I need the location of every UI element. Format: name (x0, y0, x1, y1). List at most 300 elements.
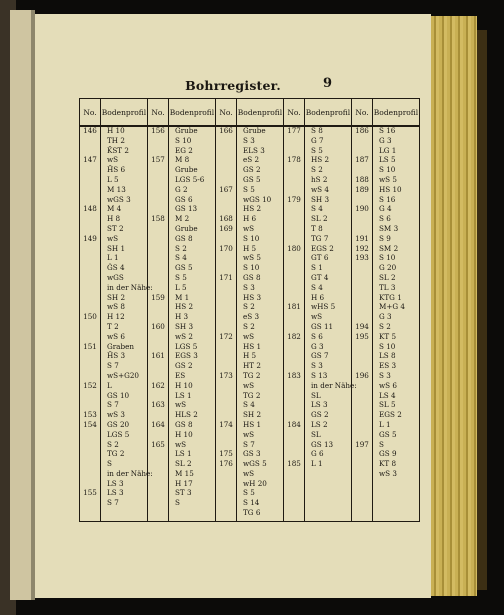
soil-profile-entry: HS 1 (243, 341, 262, 351)
soil-profile-entry: GS 20 (107, 419, 130, 429)
soil-profile-entry: LG 1 (379, 145, 397, 155)
soil-profile-entry: SH 3 (175, 321, 194, 331)
bore-number (148, 196, 168, 206)
soil-profile-entry: wHS 5 (311, 302, 336, 312)
bore-number: 195 (355, 331, 369, 341)
soil-profile-entry: GT 6 (311, 253, 329, 263)
bore-number: 168 (219, 214, 233, 224)
soil-profile-entry: wS (311, 312, 323, 322)
soil-profile-entry: wS 5 (379, 174, 397, 184)
bore-number (284, 480, 304, 490)
bore-number: 159 (151, 292, 165, 302)
bore-number (148, 186, 168, 196)
bore-number: 182 (287, 331, 301, 341)
soil-profile-entry: S 14 (243, 498, 260, 508)
soil-profile-entry: HS 2 (311, 155, 330, 165)
bore-number: 175 (219, 449, 233, 459)
soil-profile-entry: S 3 (311, 361, 323, 371)
soil-profile-entry: L (107, 380, 112, 390)
soil-profile-entry: Grube (243, 126, 266, 135)
soil-profile-entry: H 12 (107, 312, 125, 322)
soil-profile-entry: G 4 (379, 204, 392, 214)
bore-number: 166 (219, 126, 233, 135)
soil-profile-entry: LS 5 (379, 155, 396, 165)
bore-number: 186 (355, 126, 369, 135)
soil-profile-entry: eS 2 (243, 155, 260, 165)
soil-profile-entry: LS 1 (175, 449, 192, 459)
soil-profile-entry: S (379, 439, 384, 449)
bore-number (284, 137, 304, 147)
bore-number: 154 (83, 419, 97, 429)
book-cover-edge (477, 30, 487, 590)
soil-profile-entry: L 1 (311, 459, 323, 469)
soil-profile-entry: EGS 2 (311, 243, 334, 253)
soil-profile-entry: M 8 (175, 155, 190, 165)
soil-profile-entry: GS 6 (175, 194, 193, 204)
soil-profile-entry: SH 1 (107, 243, 126, 253)
soil-profile-entry: S 2 (243, 321, 255, 331)
soil-profile-entry: TG 7 (311, 233, 329, 243)
soil-profile-entry: Graben (107, 341, 134, 351)
soil-profile-entry: ELS 3 (243, 145, 265, 155)
soil-profile-entry: wS 3 (379, 468, 397, 478)
bore-number (284, 215, 304, 225)
soil-profile-entry: wS (243, 380, 255, 390)
soil-profile-entry: G 3 (311, 341, 324, 351)
bore-number-column (80, 126, 101, 522)
bore-number: 176 (219, 459, 233, 469)
soil-profile-entry: wS+G20 (107, 370, 139, 380)
bore-number (352, 392, 372, 402)
soil-profile-entry: Grube (175, 165, 198, 175)
soil-profile-entry: S 10 (379, 253, 396, 263)
soil-profile-entry: S 3 (379, 370, 391, 380)
bore-number: 148 (83, 204, 97, 214)
bore-number (284, 225, 304, 235)
bore-number (216, 382, 236, 392)
soil-profile-entry: S 7 (107, 361, 119, 371)
soil-profile-entry: S 7 (107, 498, 119, 508)
bore-number (80, 499, 100, 509)
bore-number (216, 294, 236, 304)
soil-profile-entry: wS (243, 331, 255, 341)
bore-number (352, 274, 372, 284)
soil-profile-entry: LS 3 (107, 478, 124, 488)
soil-profile-entry: ST 2 (107, 223, 124, 233)
bore-number (148, 166, 168, 176)
soil-profile-entry: S (107, 459, 112, 469)
soil-profile-entry: GS 10 (107, 390, 130, 400)
soil-profile-entry: KTG 1 (379, 292, 402, 302)
bore-number: 183 (287, 370, 301, 380)
soil-profile-entry: wS 5 (243, 253, 261, 263)
soil-profile-entry: S 10 (175, 135, 192, 145)
soil-profile-entry: S 7 (107, 400, 119, 410)
soil-profile-entry: GS 5 (175, 263, 193, 273)
soil-profile-entry: SL 2 (379, 272, 396, 282)
soil-profile-entry: SL (311, 429, 321, 439)
soil-profile-entry: S 4 (311, 204, 323, 214)
soil-profile-entry: LGS 5 (175, 341, 198, 351)
bore-number (80, 254, 100, 264)
soil-profile-entry: L 5 (107, 174, 119, 184)
bore-number (216, 137, 236, 147)
bore-number (284, 284, 304, 294)
soil-profile-column (169, 126, 216, 522)
soil-profile-entry: HT 2 (243, 361, 261, 371)
bore-number (284, 401, 304, 411)
soil-profile-entry: LS 3 (311, 400, 328, 410)
soil-profile-entry: ĠS 4 (107, 263, 125, 273)
soil-profile-entry: SL 5 (379, 400, 396, 410)
bore-number (284, 176, 304, 186)
bore-number (216, 254, 236, 264)
soil-profile-entry: Grube (175, 126, 198, 135)
bore-number: 187 (355, 155, 369, 165)
soil-profile-entry: wS (175, 439, 187, 449)
soil-profile-entry: GS 2 (243, 165, 261, 175)
soil-profile-entry: G 3 (379, 135, 392, 145)
bore-number: 174 (219, 419, 233, 429)
bore-number (80, 245, 100, 255)
bore-number (284, 470, 304, 480)
soil-profile-entry: S 16 (379, 126, 396, 135)
soil-profile-entry: SM 3 (379, 223, 399, 233)
bore-number (284, 352, 304, 362)
left-page-edge (10, 10, 32, 600)
bore-number (148, 137, 168, 147)
soil-profile-entry: LS 2 (311, 419, 328, 429)
soil-profile-entry: G 6 (311, 449, 324, 459)
bore-number: 197 (355, 439, 369, 449)
column-header-profile: Bodenprofil (169, 99, 216, 127)
soil-profile-entry: S 4 (175, 253, 187, 263)
bore-number: 185 (287, 459, 301, 469)
bore-number (216, 313, 236, 323)
soil-profile-entry: S 1 (311, 263, 323, 273)
soil-profile-entry: GS 8 (243, 272, 261, 282)
soil-profile-entry: Grube (175, 223, 198, 233)
soil-profile-entry: HLS 2 (175, 410, 198, 420)
bore-number: 165 (151, 439, 165, 449)
bore-number: 171 (219, 272, 233, 282)
bore-number (216, 392, 236, 402)
soil-profile-entry: LS 3 (107, 488, 124, 498)
bore-number-column (216, 126, 237, 522)
bore-number (352, 137, 372, 147)
bore-number-column (352, 126, 373, 522)
soil-profile-entry: wS (107, 155, 119, 165)
bore-number (284, 441, 304, 451)
bore-number (216, 303, 236, 313)
soil-profile-entry: H 10 (107, 126, 125, 135)
bore-number (352, 352, 372, 362)
bore-number-column (284, 126, 305, 522)
bore-number (148, 264, 168, 274)
soil-profile-entry: SH 3 (311, 194, 330, 204)
soil-profile-entry: wH 20 (243, 478, 267, 488)
soil-profile-entry: S 10 (243, 233, 260, 243)
soil-profile-entry: HS 1 (243, 419, 262, 429)
bore-number: 172 (219, 331, 233, 341)
column-header-no: No. (80, 99, 101, 127)
bore-number: 188 (355, 174, 369, 184)
soil-profile-entry: S 3 (243, 282, 255, 292)
soil-profile-column (373, 126, 420, 522)
soil-profile-entry: GS 13 (175, 204, 198, 214)
bore-number: 196 (355, 370, 369, 380)
soil-profile-entry: S 5 (311, 145, 323, 155)
bore-number (80, 294, 100, 304)
bore-number (80, 323, 100, 333)
soil-profile-entry: S (175, 498, 180, 508)
bore-number (80, 450, 100, 460)
soil-profile-column (101, 126, 153, 522)
soil-profile-entry: HS 2 (243, 204, 262, 214)
soil-profile-entry: S 10 (379, 341, 396, 351)
table-header-row (80, 99, 420, 127)
soil-profile-entry: S 3 (243, 135, 255, 145)
soil-profile-entry: ES 3 (379, 361, 397, 371)
bore-number (80, 274, 100, 284)
soil-profile-entry: GS 3 (243, 449, 261, 459)
soil-profile-entry: in der Nähe: (311, 380, 357, 390)
soil-profile-entry: TH 2 (107, 135, 125, 145)
soil-profile-entry: TG 2 (243, 370, 261, 380)
soil-profile-entry: H̄S 6 (107, 165, 126, 175)
soil-profile-entry: SL 2 (175, 459, 192, 469)
bore-number (352, 215, 372, 225)
soil-profile-entry: TL 3 (379, 282, 396, 292)
soil-profile-entry: H 10 (175, 429, 193, 439)
bore-number (352, 401, 372, 411)
soil-profile-entry: S 8 (311, 126, 323, 135)
bore-number (148, 235, 168, 245)
bore-number (352, 294, 372, 304)
bore-number (80, 392, 100, 402)
bore-number: 190 (355, 204, 369, 214)
page-number: 9 (323, 76, 333, 91)
column-header-no: No. (216, 99, 237, 127)
bore-number: 149 (83, 233, 97, 243)
soil-profile-entry: GS 8 (175, 419, 193, 429)
bore-number (352, 411, 372, 421)
bore-number: 181 (287, 302, 301, 312)
bore-number (284, 382, 304, 392)
soil-profile-entry: G 20 (379, 263, 397, 273)
bore-number (284, 392, 304, 402)
bore-number (284, 264, 304, 274)
bore-number (216, 480, 236, 490)
soil-profile-entry: ES (175, 370, 186, 380)
soil-profile-entry: SH 2 (243, 410, 262, 420)
bore-number (80, 460, 100, 470)
column-header-profile: Bodenprofil (305, 99, 352, 127)
soil-profile-entry: LS 4 (379, 390, 396, 400)
bore-number (284, 274, 304, 284)
soil-profile-entry: S 2 (379, 321, 391, 331)
bore-number: 189 (355, 184, 369, 194)
page-stack-edge (431, 16, 477, 596)
bore-number (284, 343, 304, 353)
soil-profile-entry: S 9 (379, 233, 391, 243)
bore-number (352, 284, 372, 294)
bore-number (216, 147, 236, 157)
soil-profile-entry: KT 5 (379, 331, 397, 341)
soil-profile-entry: wS (243, 429, 255, 439)
bore-number (284, 254, 304, 264)
soil-profile-entry: M+G 4 (379, 302, 405, 312)
soil-profile-column (237, 126, 284, 522)
column-header-profile: Bodenprofil (101, 99, 148, 127)
bohrregister-table (79, 98, 420, 522)
soil-profile-entry: TG 2 (243, 390, 261, 400)
soil-profile-entry: EG 2 (175, 145, 193, 155)
bore-number (80, 284, 100, 294)
bore-number (80, 362, 100, 372)
soil-profile-entry: M 1 (175, 292, 190, 302)
bore-number (216, 352, 236, 362)
bore-number (148, 303, 168, 313)
soil-profile-entry: H 10 (175, 380, 193, 390)
bore-number: 194 (355, 321, 369, 331)
bore-number (148, 245, 168, 255)
column-header-no: No. (284, 99, 305, 127)
bore-number: 163 (151, 400, 165, 410)
bore-number: 152 (83, 380, 97, 390)
bore-number (216, 166, 236, 176)
bore-number: 157 (151, 155, 165, 165)
bore-number (80, 264, 100, 274)
soil-profile-entry: M 15 (175, 468, 194, 478)
bore-number: 153 (83, 410, 97, 420)
soil-profile-entry: L 5 (175, 282, 187, 292)
bore-number: 155 (83, 488, 97, 498)
bore-number: 158 (151, 214, 165, 224)
page-title: Bohrregister. (185, 78, 281, 93)
soil-profile-entry: S 6 (311, 331, 323, 341)
soil-profile-entry: GS 2 (175, 361, 193, 371)
soil-profile-entry: wS 6 (107, 331, 125, 341)
bore-number: 173 (219, 370, 233, 380)
bore-number (80, 186, 100, 196)
column-header-no: No. (352, 99, 373, 127)
page-header (35, 78, 431, 98)
bore-number (284, 313, 304, 323)
soil-profile-entry: wS 6 (379, 380, 397, 390)
bore-number (80, 431, 100, 441)
bore-number: 150 (83, 312, 97, 322)
column-header-profile: Bodenprofil (373, 99, 420, 127)
bore-number: 179 (287, 194, 301, 204)
bore-number (352, 421, 372, 431)
bore-number: 164 (151, 419, 165, 429)
soil-profile-entry: LS 1 (175, 390, 192, 400)
soil-profile-entry: HS 2 (175, 302, 194, 312)
soil-profile-entry: wS (243, 223, 255, 233)
soil-profile-entry: S 5 (243, 488, 255, 498)
bore-number: 147 (83, 155, 97, 165)
bore-number: 162 (151, 380, 165, 390)
soil-profile-entry: H 3 (175, 312, 189, 322)
bore-number (216, 401, 236, 411)
bore-number (148, 362, 168, 372)
soil-profile-entry: L 1 (107, 253, 119, 263)
soil-profile-entry: S 2 (243, 302, 255, 312)
soil-profile-entry: S 2 (107, 439, 119, 449)
soil-profile-entry: H 8 (107, 214, 121, 224)
soil-profile-entry: EGS 3 (175, 351, 198, 361)
soil-profile-entry: wS (107, 233, 119, 243)
soil-profile-entry: G 7 (311, 135, 324, 145)
bore-number: 170 (219, 243, 233, 253)
soil-profile-entry: GS 9 (379, 449, 397, 459)
bore-number (148, 176, 168, 186)
soil-profile-entry: wGS 5 (243, 459, 267, 469)
bore-number: 146 (83, 126, 97, 135)
bore-number: 169 (219, 223, 233, 233)
soil-profile-entry: TG 6 (243, 508, 261, 518)
bore-number (148, 333, 168, 343)
soil-profile-entry: GS 7 (311, 351, 329, 361)
bore-number: 177 (287, 126, 301, 135)
soil-profile-entry: S 5 (243, 184, 255, 194)
soil-profile-entry: wS (243, 468, 255, 478)
soil-profile-entry: SH 2 (107, 292, 126, 302)
soil-profile-entry: S 7 (243, 439, 255, 449)
bore-number: 160 (151, 321, 165, 331)
bore-number (284, 205, 304, 215)
soil-profile-entry: H 5 (243, 351, 257, 361)
bore-number (216, 343, 236, 353)
soil-profile-entry: H 6 (311, 292, 325, 302)
soil-profile-entry: wGS 3 (107, 194, 131, 204)
bore-number (80, 441, 100, 451)
soil-profile-entry: SL 2 (311, 214, 328, 224)
soil-profile-entry: S 10 (243, 263, 260, 273)
bore-number (352, 450, 372, 460)
soil-profile-entry: wGS 10 (243, 194, 272, 204)
soil-profile-entry: hS 2 (311, 174, 328, 184)
soil-profile-entry: H 17 (175, 478, 193, 488)
soil-profile-entry: GS 13 (311, 439, 334, 449)
soil-profile-entry: H̄S 3 (107, 351, 126, 361)
soil-profile-entry: GS 5 (379, 429, 397, 439)
soil-profile-entry: S 6 (379, 214, 391, 224)
bore-number (216, 196, 236, 206)
soil-profile-entry: LGS 5 (107, 429, 130, 439)
soil-profile-entry: M 13 (107, 184, 126, 194)
bore-number (216, 470, 236, 480)
soil-profile-entry: S 4 (243, 400, 255, 410)
soil-profile-entry: K̄ST 2 (107, 145, 129, 155)
soil-profile-entry: wS 3 (107, 410, 125, 420)
bore-number (80, 470, 100, 480)
soil-profile-entry: in der Nähe: (107, 468, 153, 478)
bore-number (216, 284, 236, 294)
soil-profile-entry: S 5 (175, 272, 187, 282)
soil-profile-entry: LGS 5-6 (175, 174, 205, 184)
column-header-no: No. (148, 99, 169, 127)
bore-number: 178 (287, 155, 301, 165)
soil-profile-entry: T 8 (311, 223, 323, 233)
soil-profile-entry: ST 3 (175, 488, 192, 498)
bore-number: 161 (151, 351, 165, 361)
bore-number: 192 (355, 243, 369, 253)
bore-number (352, 303, 372, 313)
soil-profile-entry: KT 8 (379, 459, 397, 469)
soil-profile-entry: EGS 2 (379, 410, 402, 420)
